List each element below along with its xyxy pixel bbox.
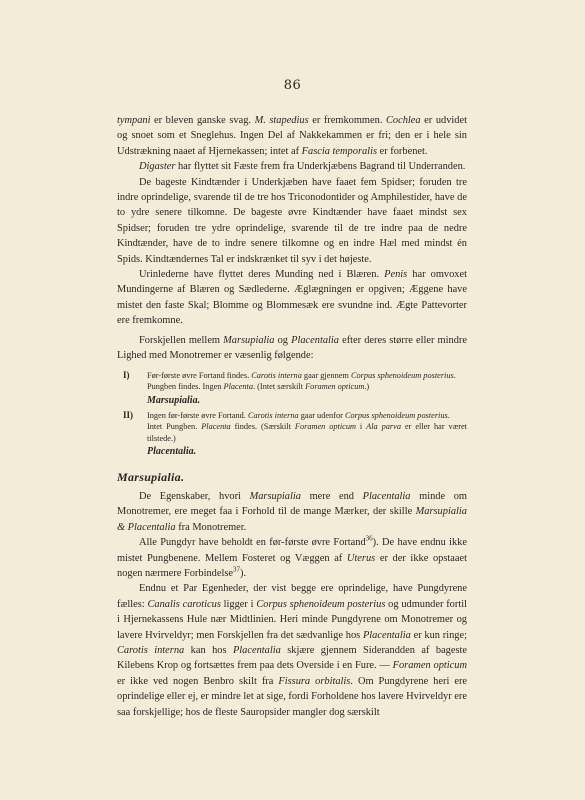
list-number: II): [123, 409, 134, 420]
paragraph: De Egenskaber, hvori Marsupialia mere end Placentalia minde om Monotremer, ere meget faa i Forhold til de mange Mærker, der skille Marsupialia & Placentalia fra Monotremer.: [117, 491, 467, 533]
list-line: Pungben findes. Ingen Placenta. (Intet særskilt Foramen opticum.): [147, 382, 370, 391]
page-number: 86: [283, 78, 302, 93]
list-line: Intet Pungben. Placenta findes. (Særskilt Foramen opticum i Ala parva er eller har været tilstede.): [147, 422, 467, 443]
list-label: Placentalia.: [147, 446, 197, 457]
body-text: [117, 113, 467, 720]
paragraph: Endnu et Par Egenheder, der vist begge ere oprindelige, have Pungdyrene fælles: Canalis caroticus ligger i Corpus sphenoideum posterius og udmunder fortil i Hjernekassens Hule nær Midtlinien. Heri minde Pungdyrene om Monotremer og lavere Hvirveldyr; men Forskjellen fra det sædvanlige hos Placentalia er kun ringe; Carotis interna kan hos Placentalia skjære gjennem Siderandden af bageste Kilebens Krop og fortsættes frem paa dets Overside i en Fure. — Foramen opticum er ikke ved nogen Benbro skilt fra Fissura orbitalis. Om Pungdyrene heri ere oprindelige eller ej, er mindre let at sige, fordi Forholdene hos lavere Hvirveldyr ere saa forskjellige; hos de fleste Sauropsider mangler dog særskilt: [117, 583, 468, 718]
list-line: Før-første øvre Fortand findes. Carotis interna gaar gjennem Corpus sphenoideum posterius.: [147, 370, 456, 380]
section-heading: Marsupialia.: [117, 470, 185, 484]
list-line: Ingen før-første øvre Fortand. Carotis interna gaar udenfor Corpus sphenoideum posterius.: [147, 410, 450, 420]
list-item: [117, 370, 467, 393]
paragraph: Digaster har flyttet sit Fæste frem fra Underkjæbens Bagrand til Underranden.: [139, 161, 466, 173]
paragraph: Alle Pungdyr have beholdt en før-første øvre Fortand$^{36}$). De have endnu ikke mistet Pungbenene. Mellem Fosteret og Væggen af Uterus er der ikke opstaaet nogen nærmere Forbindelse$^{37}$).: [117, 534, 467, 580]
paragraph: Forskjellen mellem Marsupialia og Placentalia efter deres større eller mindre Lighed med Monotremer er væsenlig følgende:: [117, 334, 467, 362]
list-label: Marsupialia.: [147, 394, 201, 406]
list-number: I): [123, 369, 130, 380]
paragraph: tympani er bleven ganske svag. M. stapedius er fremkommen. Cochlea er udvidet og snoet som et Sneglehus. Ingen Del af Nakkekammen er fri; den er i hele sin Udstrækning naaet af Hjernekassen; intet af Fascia temporalis er forbenet.: [117, 115, 467, 157]
paragraph: Urinlederne have flyttet deres Munding ned i Blæren. Penis har omvoxet Mundingerne af Blæren og Sædlederne. Æglægningen er opgiven; Æggene have mistet den faste Skal; Blomme og Blommesæk ere svundne ind. Ægte Pattevorter ere fremkomne.: [117, 269, 468, 327]
list-item: [117, 410, 467, 445]
paragraph: De bageste Kindtænder i Underkjæben have faaet fem Spidser; foruden tre indre oprindelige, svarende til de tre hos Triconodontider og Amphilestider, have de to ydre senere tilkomne. De bageste øvre Kindtænder have faaet mindst sex Spidser; foruden tre ydre oprindelige, svarende til de tre indre paa de nedre Kindtænder, have de to indre senere tilkomne og en indre Hæl med mindst én Spids. Kindtændernes Tal er indskrænket til syv i det højeste.: [117, 176, 467, 265]
comparison-list: [117, 370, 467, 459]
